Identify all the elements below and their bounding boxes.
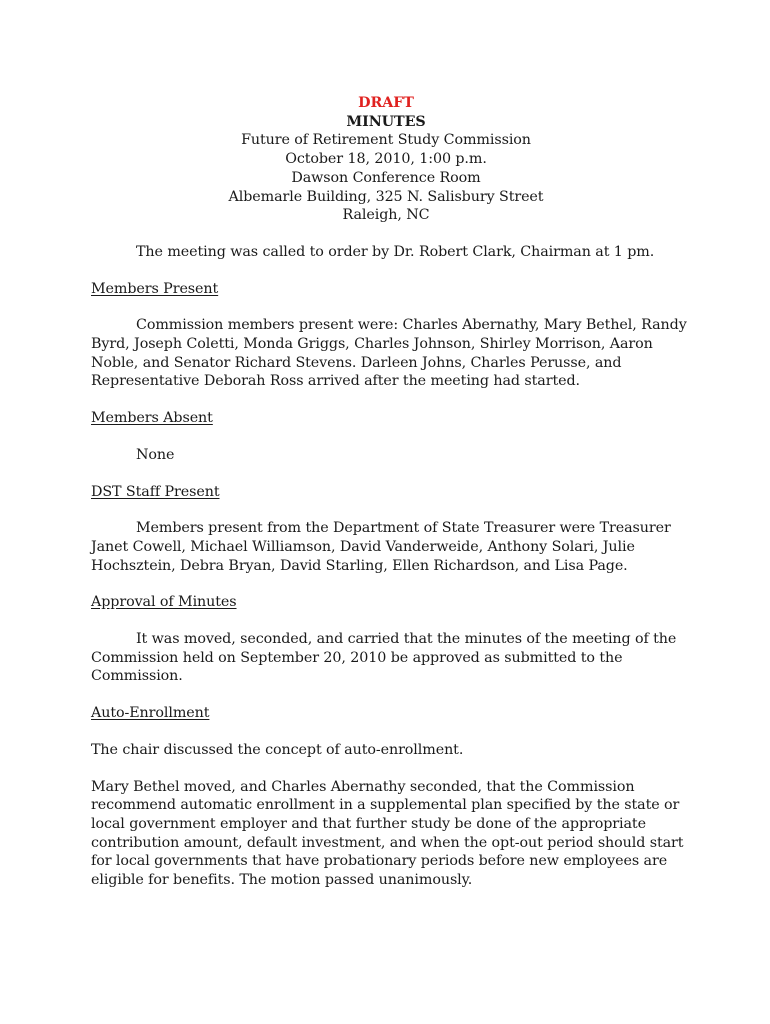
paragraph-line: recommend automatic enrollment in a supplemental plan specified by the state or — [91, 797, 680, 814]
paragraph-line: local government employer and that further study be done of the appropriate — [91, 815, 646, 832]
meeting-room: Dawson Conference Room — [291, 169, 481, 186]
meeting-date-time: October 18, 2010, 1:00 p.m. — [285, 151, 487, 168]
paragraph-line: Commission held on September 20, 2010 be approved as submitted to the — [91, 649, 623, 666]
document-title: MINUTES — [346, 113, 426, 130]
approval-paragraph — [91, 630, 681, 686]
paragraph-line: Noble, and Senator Richard Stevens. Darleen Johns, Charles Perusse, and — [91, 354, 622, 371]
paragraph-line: Mary Bethel moved, and Charles Abernathy seconded, that the Commission — [91, 778, 635, 795]
paragraph-line: Janet Cowell, Michael Williamson, David Vanderweide, Anthony Solari, Julie — [91, 538, 635, 555]
auto-enrollment-motion — [91, 778, 684, 890]
auto-enrollment-discussion: The chair discussed the concept of auto-enrollment. — [91, 741, 464, 758]
section-heading-approval: Approval of Minutes — [91, 594, 237, 611]
paragraph-line: eligible for benefits. The motion passed unanimously. — [91, 872, 473, 889]
paragraph-line: Commission members present were: Charles Abernathy, Mary Bethel, Randy — [136, 317, 687, 334]
paragraph-line: Byrd, Joseph Coletti, Monda Griggs, Charles Johnson, Shirley Morrison, Aaron — [91, 336, 653, 353]
section-heading-dst-staff: DST Staff Present — [91, 483, 220, 500]
members-absent-body: None — [136, 446, 175, 463]
meeting-city: Raleigh, NC — [342, 207, 430, 224]
minutes-document — [91, 94, 687, 890]
paragraph-line: for local governments that have probationary periods before new employees are — [91, 853, 668, 870]
paragraph-line: contribution amount, default investment, and when the opt-out period should start — [91, 834, 684, 851]
paragraph-line: Hochsztein, Debra Bryan, David Starling, Ellen Richardson, and Lisa Page. — [91, 557, 628, 574]
paragraph-line: Members present from the Department of State Treasurer were Treasurer — [136, 520, 671, 537]
document-header — [91, 94, 681, 225]
section-heading-auto-enrollment: Auto-Enrollment — [91, 705, 210, 722]
paragraph-line: Representative Deborah Ross arrived after the meeting had started. — [91, 373, 580, 390]
meeting-building: Albemarle Building, 325 N. Salisbury Street — [228, 188, 544, 205]
commission-name: Future of Retirement Study Commission — [241, 132, 531, 149]
paragraph-line: Commission. — [91, 668, 183, 685]
paragraph-line: It was moved, seconded, and carried that the minutes of the meeting of the — [136, 631, 677, 648]
members-present-paragraph — [91, 316, 687, 391]
section-heading-members-present: Members Present — [91, 280, 219, 297]
section-heading-members-absent: Members Absent — [91, 410, 213, 427]
draft-label: DRAFT — [358, 95, 414, 111]
call-to-order: The meeting was called to order by Dr. Robert Clark, Chairman at 1 pm. — [136, 243, 655, 260]
dst-staff-paragraph — [91, 519, 681, 575]
